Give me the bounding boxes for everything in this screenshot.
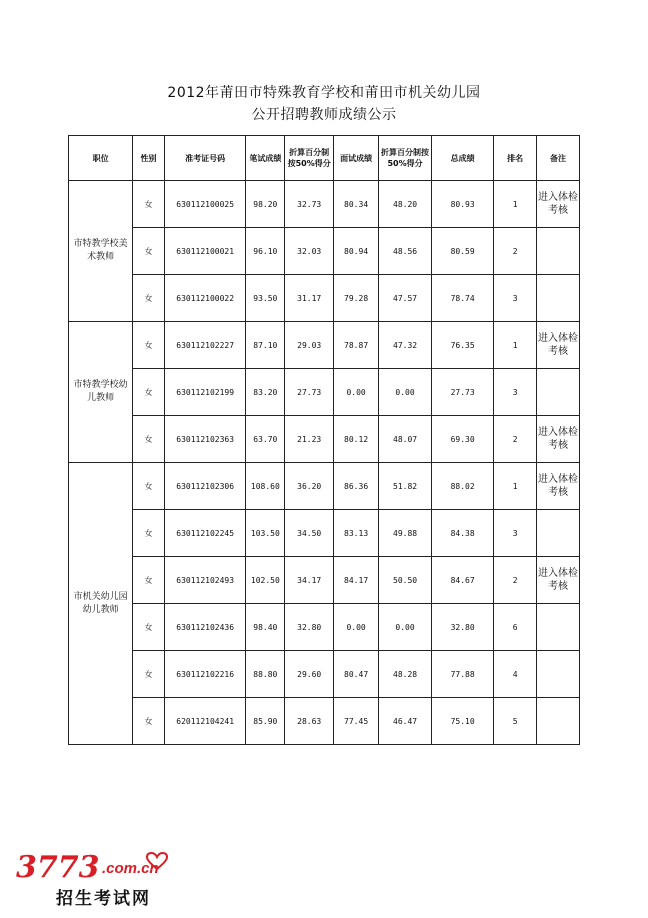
header-exam-id: 准考证号码 <box>164 136 246 181</box>
table-row <box>69 510 580 557</box>
header-total: 总成绩 <box>432 136 494 181</box>
header-note: 备注 <box>537 136 580 181</box>
header-written-pct: 折算百分制按50%得分 <box>285 136 334 181</box>
table-row <box>69 698 580 745</box>
note-cell: 进入体检考核 <box>537 416 580 463</box>
logo-tagline: 招生考试网 <box>56 889 151 909</box>
written-pct-cell: 32.73 <box>285 181 334 228</box>
gender-cell: 女 <box>133 698 165 745</box>
written-pct-cell: 29.03 <box>285 322 334 369</box>
table-row <box>69 416 580 463</box>
interview-cell: 80.47 <box>334 651 379 698</box>
header-post: 职位 <box>69 136 133 181</box>
exam-id-cell: 630112102493 <box>164 557 246 604</box>
header-interview-pct: 折算百分制按50%得分 <box>379 136 432 181</box>
header-rank: 排名 <box>494 136 537 181</box>
written-pct-cell: 27.73 <box>285 369 334 416</box>
written-pct-cell: 32.03 <box>285 228 334 275</box>
interview-cell: 86.36 <box>334 463 379 510</box>
logo-domain: .com.cn <box>102 860 159 877</box>
total-cell: 78.74 <box>432 275 494 322</box>
note-cell: 进入体检考核 <box>537 557 580 604</box>
total-cell: 76.35 <box>432 322 494 369</box>
rank-cell: 3 <box>494 369 537 416</box>
interview-cell: 0.00 <box>334 604 379 651</box>
written-cell: 102.50 <box>246 557 285 604</box>
note-cell: 进入体检考核 <box>537 181 580 228</box>
written-pct-cell: 36.20 <box>285 463 334 510</box>
rank-cell: 2 <box>494 416 537 463</box>
page-subtitle: 公开招聘教师成绩公示 <box>251 107 397 123</box>
interview-cell: 80.94 <box>334 228 379 275</box>
exam-id-cell: 630112102216 <box>164 651 246 698</box>
note-cell <box>537 698 580 745</box>
interview-pct-cell: 48.28 <box>379 651 432 698</box>
gender-cell: 女 <box>133 651 165 698</box>
total-cell: 32.80 <box>432 604 494 651</box>
exam-id-cell: 630112100021 <box>164 228 246 275</box>
written-cell: 83.20 <box>246 369 285 416</box>
written-pct-cell: 34.17 <box>285 557 334 604</box>
total-cell: 84.67 <box>432 557 494 604</box>
interview-pct-cell: 0.00 <box>379 369 432 416</box>
rank-cell: 2 <box>494 557 537 604</box>
table-row <box>69 369 580 416</box>
interview-pct-cell: 50.50 <box>379 557 432 604</box>
score-table <box>68 135 580 745</box>
written-pct-cell: 34.50 <box>285 510 334 557</box>
gender-cell: 女 <box>133 463 165 510</box>
table-header-row <box>69 136 580 181</box>
note-cell: 进入体检考核 <box>537 463 580 510</box>
total-cell: 77.88 <box>432 651 494 698</box>
table-row <box>69 228 580 275</box>
interview-pct-cell: 49.88 <box>379 510 432 557</box>
exam-id-cell: 620112104241 <box>164 698 246 745</box>
table-row <box>69 651 580 698</box>
note-cell <box>537 604 580 651</box>
rank-cell: 3 <box>494 275 537 322</box>
exam-id-cell: 630112102227 <box>164 322 246 369</box>
gender-cell: 女 <box>133 416 165 463</box>
gender-cell: 女 <box>133 181 165 228</box>
gender-cell: 女 <box>133 228 165 275</box>
interview-pct-cell: 51.82 <box>379 463 432 510</box>
table-row <box>69 275 580 322</box>
total-cell: 69.30 <box>432 416 494 463</box>
rank-cell: 5 <box>494 698 537 745</box>
post-cell: 市机关幼儿园幼儿教师 <box>69 463 133 745</box>
table-row <box>69 181 580 228</box>
interview-cell: 84.17 <box>334 557 379 604</box>
post-cell: 市特教学校美术教师 <box>69 181 133 322</box>
table-row <box>69 322 580 369</box>
gender-cell: 女 <box>133 369 165 416</box>
written-cell: 85.90 <box>246 698 285 745</box>
interview-cell: 80.34 <box>334 181 379 228</box>
written-cell: 87.10 <box>246 322 285 369</box>
note-cell <box>537 510 580 557</box>
rank-cell: 2 <box>494 228 537 275</box>
interview-cell: 0.00 <box>334 369 379 416</box>
interview-cell: 78.87 <box>334 322 379 369</box>
total-cell: 80.93 <box>432 181 494 228</box>
interview-pct-cell: 48.56 <box>379 228 432 275</box>
interview-pct-cell: 48.07 <box>379 416 432 463</box>
exam-id-cell: 630112102245 <box>164 510 246 557</box>
written-pct-cell: 31.17 <box>285 275 334 322</box>
written-pct-cell: 32.80 <box>285 604 334 651</box>
exam-id-cell: 630112102363 <box>164 416 246 463</box>
rank-cell: 6 <box>494 604 537 651</box>
logo-number: 3773 <box>16 850 100 885</box>
note-cell <box>537 228 580 275</box>
interview-pct-cell: 48.20 <box>379 181 432 228</box>
total-cell: 75.10 <box>432 698 494 745</box>
written-cell: 103.50 <box>246 510 285 557</box>
interview-cell: 77.45 <box>334 698 379 745</box>
written-cell: 98.20 <box>246 181 285 228</box>
interview-pct-cell: 46.47 <box>379 698 432 745</box>
table-row <box>69 463 580 510</box>
interview-pct-cell: 47.57 <box>379 275 432 322</box>
total-cell: 80.59 <box>432 228 494 275</box>
gender-cell: 女 <box>133 557 165 604</box>
exam-id-cell: 630112102199 <box>164 369 246 416</box>
gender-cell: 女 <box>133 510 165 557</box>
table-row <box>69 557 580 604</box>
total-cell: 88.02 <box>432 463 494 510</box>
written-pct-cell: 21.23 <box>285 416 334 463</box>
exam-id-cell: 630112100022 <box>164 275 246 322</box>
rank-cell: 1 <box>494 181 537 228</box>
total-cell: 27.73 <box>432 369 494 416</box>
note-cell <box>537 275 580 322</box>
written-cell: 96.10 <box>246 228 285 275</box>
gender-cell: 女 <box>133 275 165 322</box>
note-cell <box>537 651 580 698</box>
site-logo <box>16 850 176 910</box>
written-cell: 63.70 <box>246 416 285 463</box>
header-written: 笔试成绩 <box>246 136 285 181</box>
table-row <box>69 604 580 651</box>
exam-id-cell: 630112102436 <box>164 604 246 651</box>
interview-pct-cell: 47.32 <box>379 322 432 369</box>
interview-cell: 80.12 <box>334 416 379 463</box>
exam-id-cell: 630112100025 <box>164 181 246 228</box>
rank-cell: 4 <box>494 651 537 698</box>
exam-id-cell: 630112102306 <box>164 463 246 510</box>
written-cell: 108.60 <box>246 463 285 510</box>
note-cell <box>537 369 580 416</box>
table-body <box>69 181 580 745</box>
written-pct-cell: 28.63 <box>285 698 334 745</box>
gender-cell: 女 <box>133 322 165 369</box>
interview-cell: 83.13 <box>334 510 379 557</box>
written-cell: 98.40 <box>246 604 285 651</box>
interview-pct-cell: 0.00 <box>379 604 432 651</box>
rank-cell: 1 <box>494 322 537 369</box>
written-pct-cell: 29.60 <box>285 651 334 698</box>
page-title: 2012年莆田市特殊教育学校和莆田市机关幼儿园 <box>167 85 481 101</box>
heart-icon <box>146 852 168 870</box>
header-interview: 面试成绩 <box>334 136 379 181</box>
total-cell: 84.38 <box>432 510 494 557</box>
gender-cell: 女 <box>133 604 165 651</box>
header-gender: 性别 <box>133 136 165 181</box>
written-cell: 88.80 <box>246 651 285 698</box>
note-cell: 进入体检考核 <box>537 322 580 369</box>
rank-cell: 3 <box>494 510 537 557</box>
rank-cell: 1 <box>494 463 537 510</box>
interview-cell: 79.28 <box>334 275 379 322</box>
written-cell: 93.50 <box>246 275 285 322</box>
post-cell: 市特教学校幼儿教师 <box>69 322 133 463</box>
